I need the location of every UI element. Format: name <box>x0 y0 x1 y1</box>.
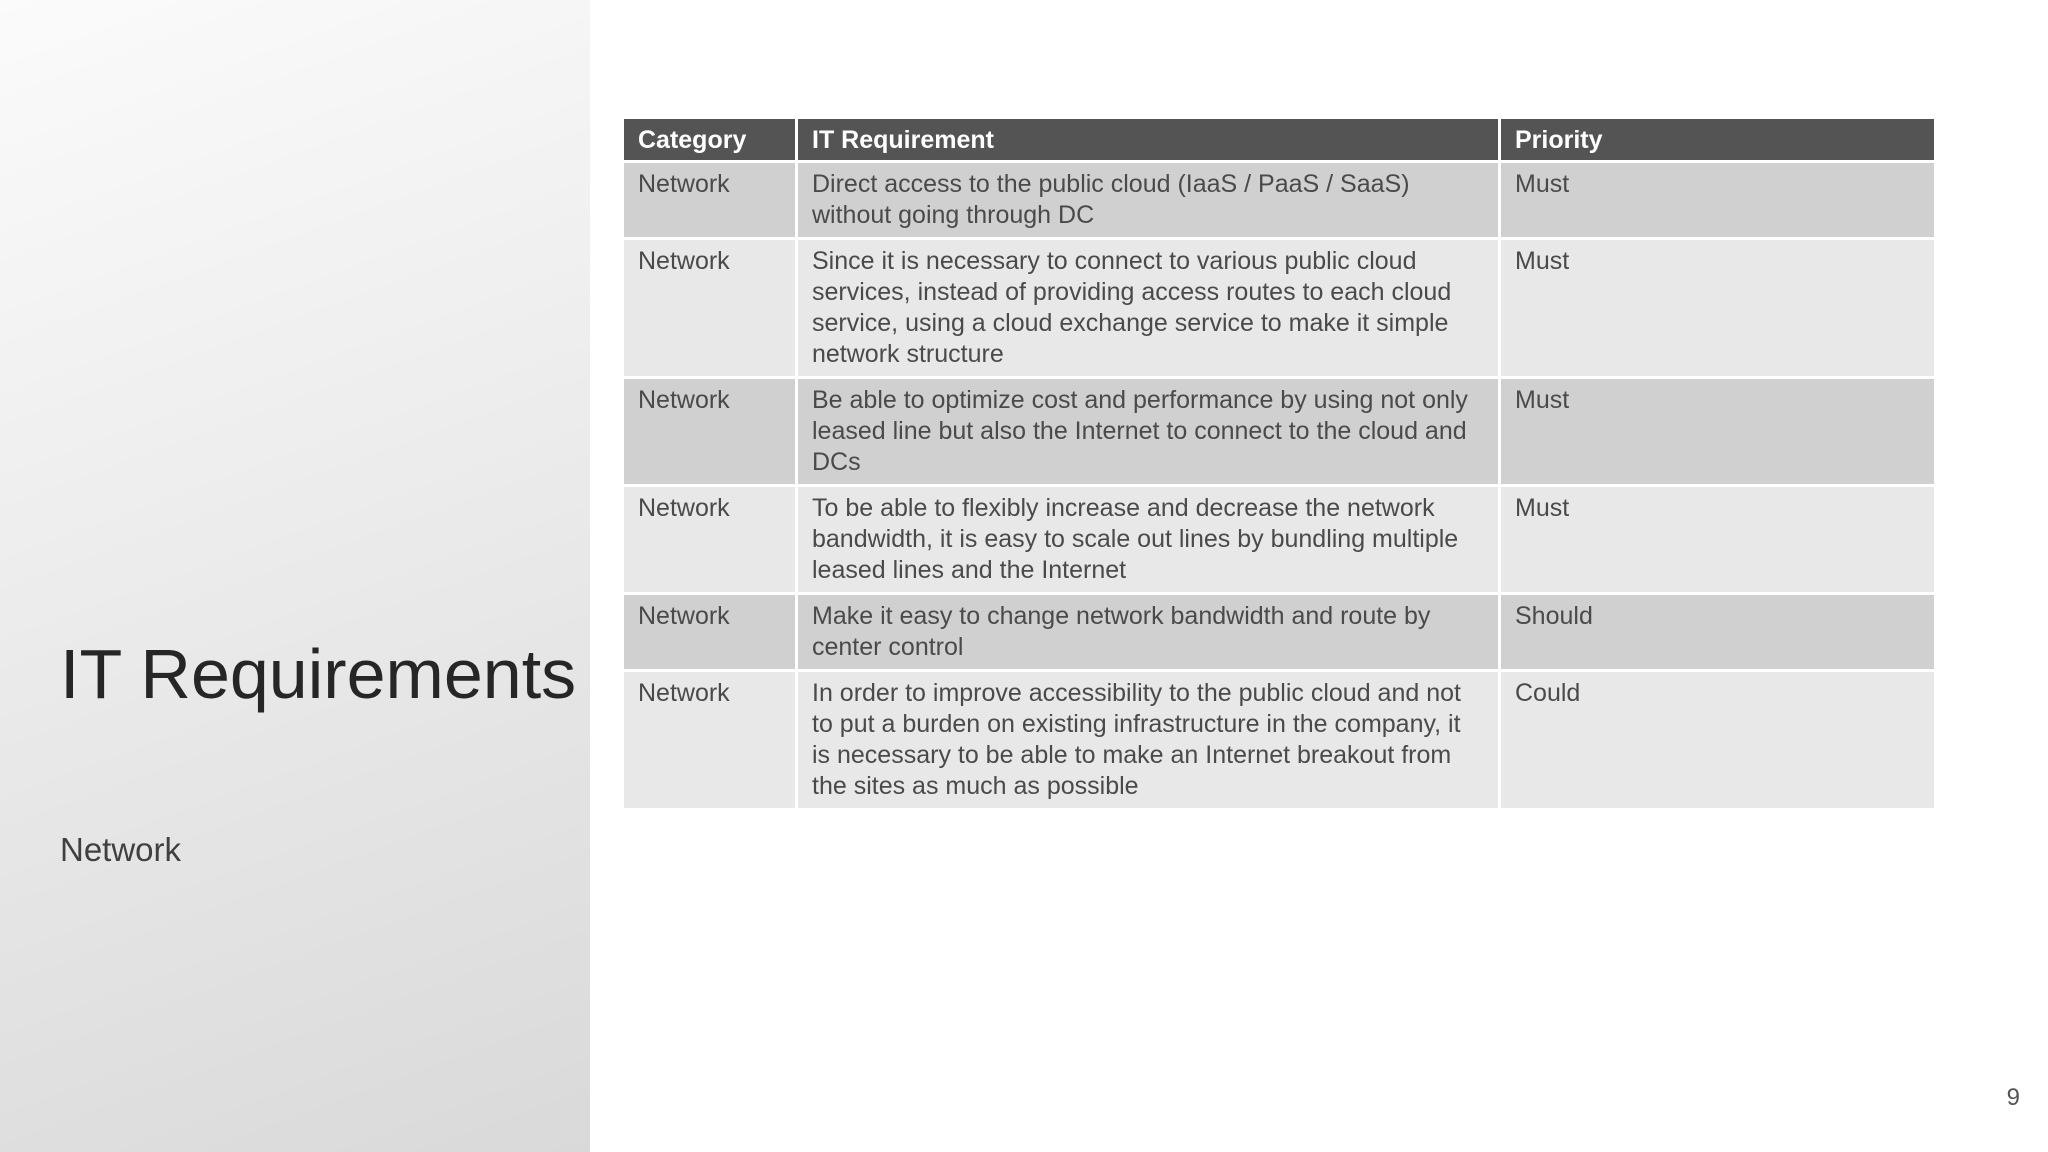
cell-requirement: Since it is necessary to connect to various public cloud services, instead of providing access routes to each cloud service, using a cloud exchange service to make it simple network structure <box>797 239 1500 378</box>
table-header-row <box>623 118 1936 162</box>
table-row <box>623 486 1936 594</box>
requirements-table <box>621 116 1937 811</box>
cell-priority: Should <box>1500 594 1936 671</box>
header-priority: Priority <box>1500 118 1936 162</box>
table-row <box>623 378 1936 486</box>
header-category: Category <box>623 118 797 162</box>
slide-subtitle: Network <box>60 831 182 868</box>
cell-requirement: Make it easy to change network bandwidth and route by center control <box>797 594 1500 671</box>
cell-priority: Must <box>1500 239 1936 378</box>
table-row <box>623 671 1936 810</box>
cell-category: Network <box>623 378 797 486</box>
cell-category: Network <box>623 594 797 671</box>
cell-priority: Must <box>1500 378 1936 486</box>
table-row <box>623 162 1936 239</box>
cell-priority: Could <box>1500 671 1936 810</box>
cell-category: Network <box>623 162 797 239</box>
table-row <box>623 594 1936 671</box>
slide-title: IT Requirements <box>60 635 577 713</box>
cell-priority: Must <box>1500 486 1936 594</box>
cell-requirement: In order to improve accessibility to the public cloud and not to put a burden on existing infrastructure in the company, it is necessary to be able to make an Internet breakout from the sites as much as possible <box>797 671 1500 810</box>
left-title-panel <box>0 0 590 1152</box>
cell-category: Network <box>623 671 797 810</box>
cell-category: Network <box>623 239 797 378</box>
header-it-requirement: IT Requirement <box>797 118 1500 162</box>
cell-priority: Must <box>1500 162 1936 239</box>
requirements-table-container <box>621 116 1934 811</box>
page-number: 9 <box>2006 1084 2020 1111</box>
cell-category: Network <box>623 486 797 594</box>
cell-requirement: Direct access to the public cloud (IaaS / PaaS / SaaS) without going through DC <box>797 162 1500 239</box>
table-row <box>623 239 1936 378</box>
cell-requirement: Be able to optimize cost and performance by using not only leased line but also the Internet to connect to the cloud and DCs <box>797 378 1500 486</box>
cell-requirement: To be able to flexibly increase and decrease the network bandwidth, it is easy to scale out lines by bundling multiple leased lines and the Internet <box>797 486 1500 594</box>
